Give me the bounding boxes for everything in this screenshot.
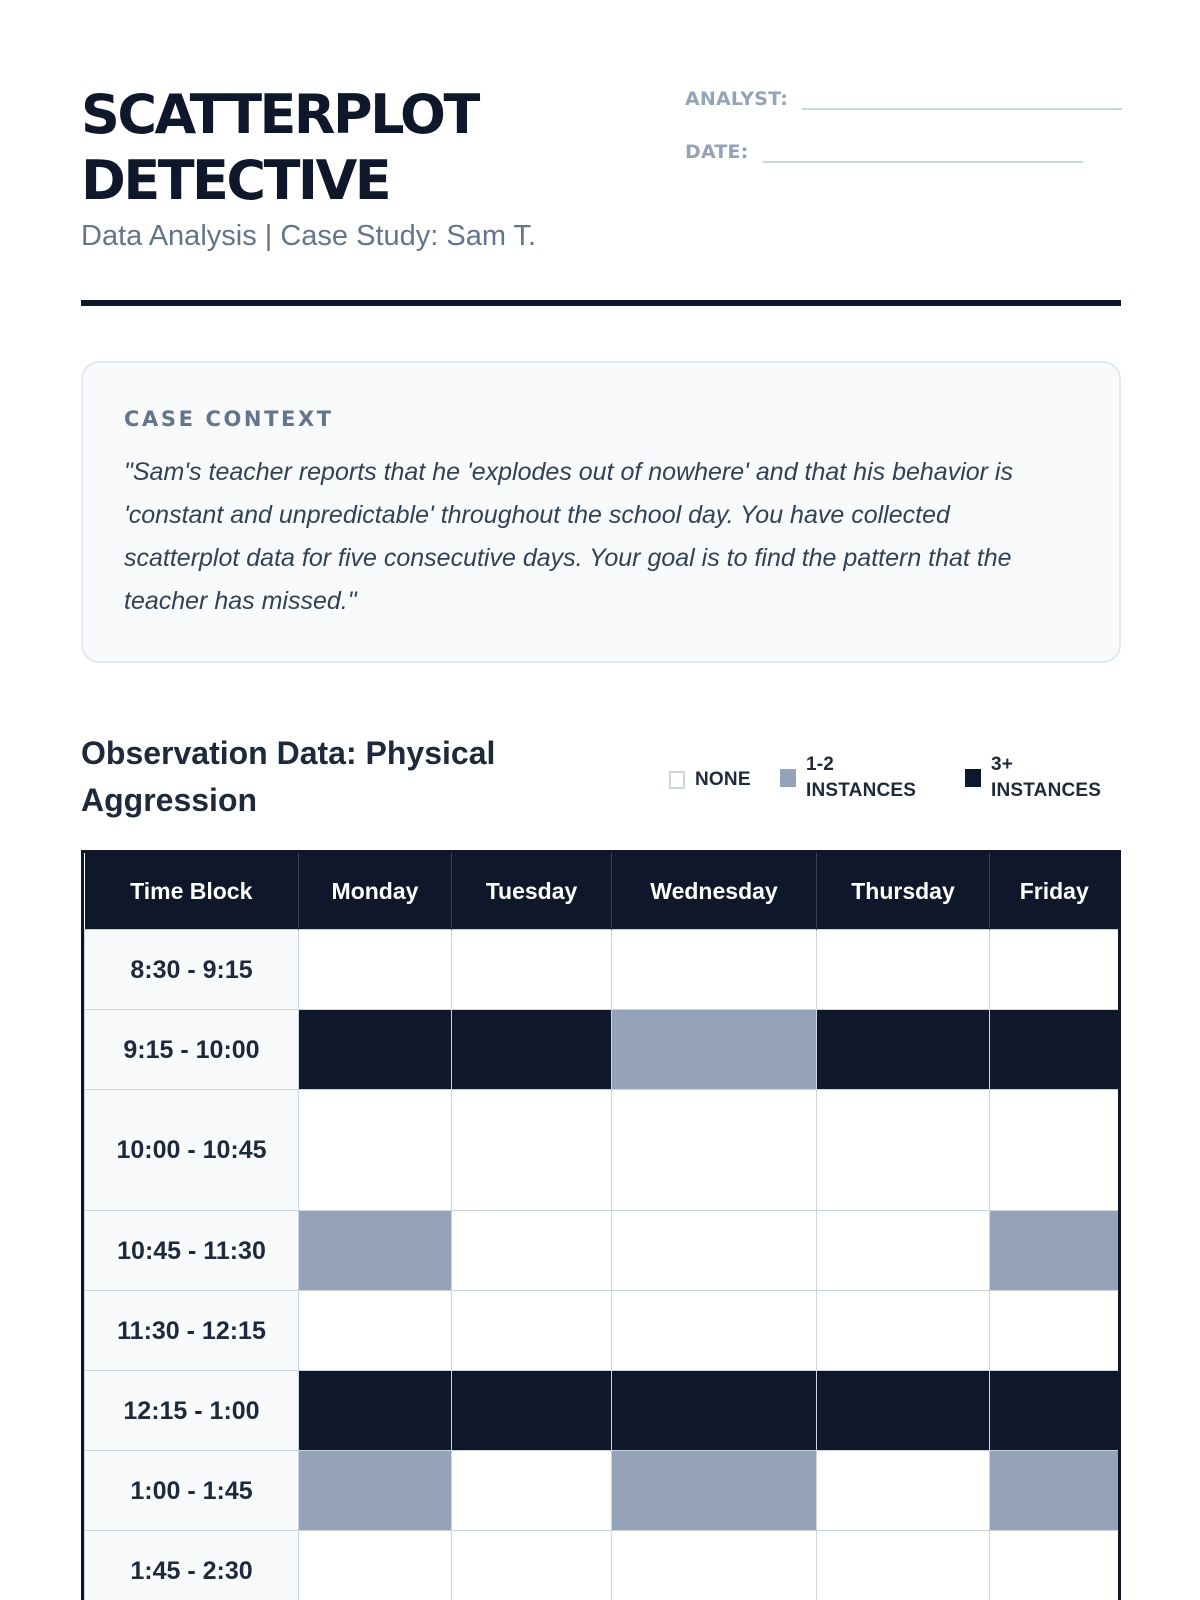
observation-cell-tuesday[interactable]	[452, 1451, 612, 1531]
time-block-cell: 11:30 - 12:15	[85, 1291, 299, 1371]
observation-cell-thursday[interactable]	[817, 930, 990, 1010]
observation-cell-tuesday[interactable]	[452, 1291, 612, 1371]
page-title: SCATTERPLOT DETECTIVE	[81, 83, 478, 212]
observation-cell-tuesday[interactable]	[452, 1090, 612, 1211]
observation-cell-thursday[interactable]	[817, 1291, 990, 1371]
table-row	[85, 1211, 1119, 1291]
analyst-field	[685, 88, 1122, 110]
date-field	[685, 141, 1083, 163]
case-context-label: CASE CONTEXT	[124, 407, 334, 431]
observation-cell-monday[interactable]	[299, 1371, 452, 1451]
observation-cell-wednesday[interactable]	[612, 1531, 817, 1600]
header-thursday: Thursday	[817, 853, 990, 930]
observation-cell-monday[interactable]	[299, 1090, 452, 1211]
header-tuesday: Tuesday	[452, 853, 612, 930]
observation-cell-wednesday[interactable]	[612, 1371, 817, 1451]
observation-cell-tuesday[interactable]	[452, 1010, 612, 1090]
observation-cell-thursday[interactable]	[817, 1090, 990, 1211]
worksheet-page	[81, 0, 1121, 1600]
legend-swatch-mid	[780, 769, 796, 787]
observation-cell-wednesday[interactable]	[612, 1451, 817, 1531]
observation-cell-monday[interactable]	[299, 1211, 452, 1291]
legend-item-none	[669, 767, 751, 793]
observation-cell-friday[interactable]	[990, 1451, 1119, 1531]
time-block-cell: 10:45 - 11:30	[85, 1211, 299, 1291]
scatterplot-table	[84, 853, 1119, 1600]
table-row	[85, 1531, 1119, 1600]
header-divider	[81, 300, 1121, 306]
legend-label-high: 3+ INSTANCES	[991, 754, 1102, 801]
time-block-cell: 9:15 - 10:00	[85, 1010, 299, 1090]
observation-cell-tuesday[interactable]	[452, 930, 612, 1010]
case-context-text: "Sam's teacher reports that he 'explodes out of nowhere' and that his behavior is 'constant and unpredictable' throughout the school day. You have collected scatterplot data for five consecutive days. Your goal is to find the pattern that the teacher has missed."	[124, 458, 1013, 615]
table-row	[85, 930, 1119, 1010]
observation-cell-thursday[interactable]	[817, 1531, 990, 1600]
observation-cell-monday[interactable]	[299, 930, 452, 1010]
date-label: DATE:	[685, 141, 749, 163]
header-time-block: Time Block	[85, 853, 299, 930]
analyst-input-line[interactable]	[802, 88, 1122, 110]
header-wednesday: Wednesday	[612, 853, 817, 930]
observation-cell-friday[interactable]	[990, 1371, 1119, 1451]
observation-cell-friday[interactable]	[990, 1211, 1119, 1291]
observation-cell-friday[interactable]	[990, 930, 1119, 1010]
observation-cell-thursday[interactable]	[817, 1211, 990, 1291]
analyst-label: ANALYST:	[685, 88, 789, 110]
table-row	[85, 1451, 1119, 1531]
table-row	[85, 1090, 1119, 1211]
observation-cell-friday[interactable]	[990, 1090, 1119, 1211]
table-row	[85, 1010, 1119, 1090]
observation-cell-wednesday[interactable]	[612, 1010, 817, 1090]
observation-cell-thursday[interactable]	[817, 1010, 990, 1090]
time-block-cell: 1:00 - 1:45	[85, 1451, 299, 1531]
observation-cell-monday[interactable]	[299, 1291, 452, 1371]
legend-swatch-none	[669, 771, 685, 789]
observation-cell-monday[interactable]	[299, 1451, 452, 1531]
scatterplot-table-wrapper	[81, 850, 1121, 1600]
legend-swatch-high	[965, 769, 981, 787]
observation-cell-friday[interactable]	[990, 1531, 1119, 1600]
observation-cell-tuesday[interactable]	[452, 1531, 612, 1600]
observation-cell-friday[interactable]	[990, 1291, 1119, 1371]
header-monday: Monday	[299, 853, 452, 930]
observation-cell-thursday[interactable]	[817, 1371, 990, 1451]
header-friday: Friday	[990, 853, 1119, 930]
observation-cell-monday[interactable]	[299, 1010, 452, 1090]
table-header-row	[85, 853, 1119, 930]
observation-cell-friday[interactable]	[990, 1010, 1119, 1090]
legend-label-mid: 1-2 INSTANCES	[806, 754, 917, 801]
legend-item-high	[965, 752, 1111, 804]
observation-cell-wednesday[interactable]	[612, 1291, 817, 1371]
legend-label-none: NONE	[695, 769, 751, 790]
time-block-cell: 12:15 - 1:00	[85, 1371, 299, 1451]
date-input-line[interactable]	[763, 141, 1083, 163]
table-row	[85, 1371, 1119, 1451]
legend-item-mid	[780, 752, 926, 804]
page-subtitle: Data Analysis | Case Study: Sam T.	[81, 220, 537, 252]
case-context-box	[81, 361, 1121, 663]
time-block-cell: 1:45 - 2:30	[85, 1531, 299, 1600]
section-title: Observation Data: Physical Aggression	[81, 735, 496, 818]
observation-cell-wednesday[interactable]	[612, 930, 817, 1010]
table-body	[85, 930, 1119, 1600]
observation-cell-tuesday[interactable]	[452, 1211, 612, 1291]
observation-cell-thursday[interactable]	[817, 1451, 990, 1531]
time-block-cell: 10:00 - 10:45	[85, 1090, 299, 1211]
observation-cell-monday[interactable]	[299, 1531, 452, 1600]
time-block-cell: 8:30 - 9:15	[85, 930, 299, 1010]
observation-cell-tuesday[interactable]	[452, 1371, 612, 1451]
table-row	[85, 1291, 1119, 1371]
observation-cell-wednesday[interactable]	[612, 1090, 817, 1211]
observation-cell-wednesday[interactable]	[612, 1211, 817, 1291]
